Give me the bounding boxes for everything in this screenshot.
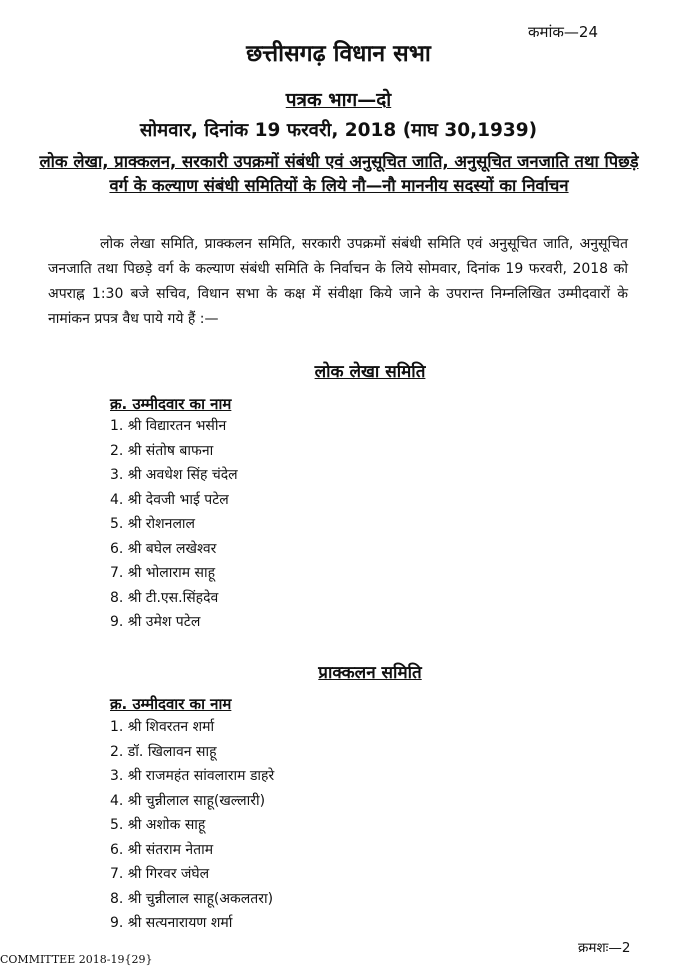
list-item: 7. श्री भोलाराम साहू (110, 565, 216, 581)
list-item: 8. श्री टी.एस.सिंहदेव (110, 589, 219, 606)
list-item: 5. श्री रोशनलाल (110, 516, 196, 532)
list-item: 3. श्री अवधेश सिंह चंदेल (110, 467, 238, 483)
assembly-name: छत्तीसगढ़ विधान सभा (246, 41, 431, 67)
column-heading: क्र. उम्मीदवार का नाम (110, 395, 232, 413)
document-number: कमांक—24 (528, 23, 598, 41)
list-item: 2. श्री संतोष बाफना (110, 442, 214, 459)
date-line: सोमवार, दिनांक 19 फरवरी, 2018 (माघ 30,1939) (139, 120, 538, 141)
bulletin-part (0, 86, 677, 112)
candidate-list-lok-lekha (110, 414, 238, 635)
list-item: 9. श्री सत्यनारायण शर्मा (110, 915, 233, 931)
list-item: 6. श्री संतराम नेताम (110, 841, 214, 858)
section-heading-lok-lekha: लोक लेखा समिति (314, 362, 426, 382)
list-item: 1. श्री शिवरतन शर्मा (110, 719, 215, 735)
column-heading: क्र. उम्मीदवार का नाम (110, 695, 232, 713)
list-item: 6. श्री बघेल लखेश्वर (110, 540, 217, 557)
list-item: 8. श्री चुन्नीलाल साहू(अकलतरा) (110, 890, 274, 907)
continued-marker: क्रमशः—2 (578, 940, 631, 956)
footer-file-reference: COMMITTEE 2018-19{29} (0, 953, 153, 966)
list-item: 7. श्री गिरवर जंघेल (110, 866, 210, 882)
list-item: 4. श्री चुन्नीलाल साहू(खल्लारी) (110, 792, 266, 809)
list-item: 2. डॉ. खिलावन साहू (110, 743, 217, 760)
list-item: 1. श्री विद्यारतन भसीन (110, 418, 227, 434)
section-heading-prakkalan: प्राक्कलन समिति (318, 663, 422, 683)
list-item: 9. श्री उमेश पटेल (110, 614, 201, 630)
candidate-list-prakkalan (110, 715, 274, 936)
subject-heading: लोक लेखा, प्राक्कलन, सरकारी उपक्रमों संबंधी एवं अनुसूचित जाति, अनुसूचित जनजाति तथा पिछड़े वर्ग के कल्याण संबंधी समितियों के लिये नौ—नौ माननीय सदस्यों का निर्वाचन (39, 152, 639, 195)
bulletin-part-text: पत्रक भाग—दो (285, 89, 392, 111)
intro-paragraph: लोक लेखा समिति, प्राक्कलन समिति, सरकारी उपक्रमों संबंधी समिति एवं अनुसूचित जाति, अनुसूचित जनजाति तथा पिछड़े वर्ग के कल्याण संबंधी समिति के निर्वाचन के लिये सोमवार, दिनांक 19 फरवरी, 2018 को अपराह्न 1:30 बजे सचिव, विधान सभा के कक्ष में संवीक्षा किये जाने के उपरान्त निम्नलिखित उम्मीदवारों के नामांकन प्रपत्र वैध पाये गये हैं :— (48, 236, 628, 327)
list-item: 5. श्री अशोक साहू (110, 817, 206, 833)
list-item: 3. श्री राजमहंत सांवलाराम डाहरे (110, 768, 275, 784)
list-item: 4. श्री देवजी भाई पटेल (110, 491, 229, 508)
